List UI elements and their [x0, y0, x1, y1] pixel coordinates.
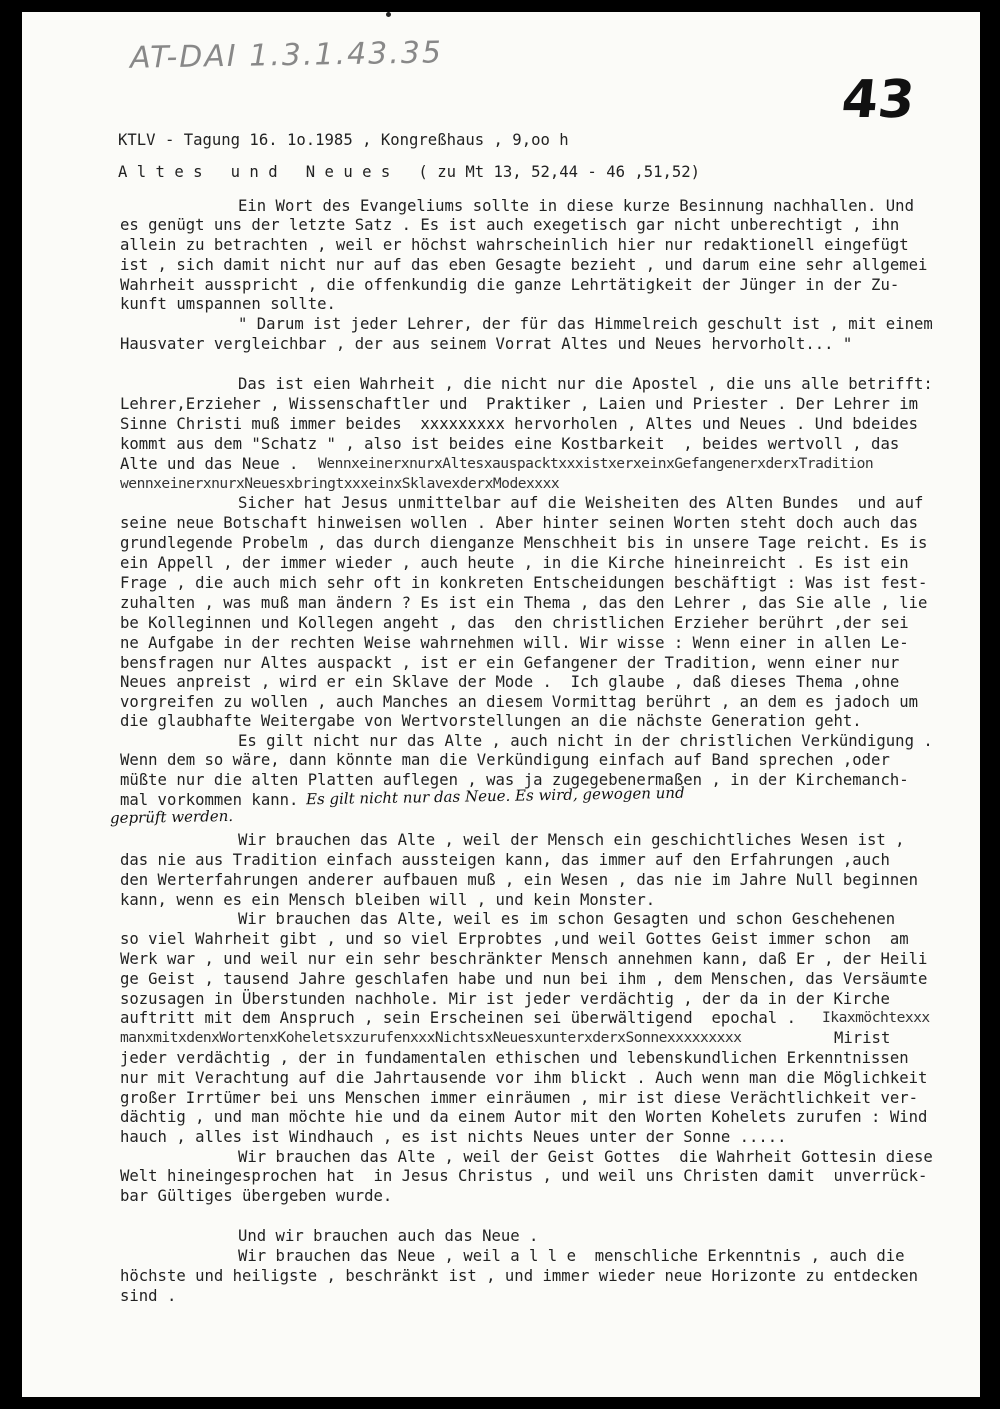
- text-line: hauch , alles ist Windhauch , es ist nichts Neues unter der Sonne .....: [120, 1128, 787, 1146]
- text-line: allein zu betrachten , weil er höchst wahrscheinlich hier nur redaktionell eingefügt: [120, 236, 909, 254]
- handwritten-note: geprüft werden.: [109, 806, 234, 828]
- text-line: kommt aus dem "Schatz " , also ist beides eine Kostbarkeit , beides wertvoll , das: [120, 435, 900, 453]
- text-line: Alte und das Neue .: [120, 455, 299, 473]
- text-line: Mirist: [834, 1029, 891, 1047]
- struck-text: manxmitxdenxWortenxKoheletsxzurufenxxxNichtsxNeuesxunterxderxSonnexxxxxxxxx: [120, 1029, 742, 1046]
- text-line: grundlegende Probelm , das durch dienganze Menschheit bis in unsere Tage reicht. Es is: [120, 534, 928, 552]
- text-line: den Werterfahrungen anderer aufbauen muß , ein Wesen , das nie im Jahre Null beginnen: [120, 871, 918, 889]
- text-line: vorgreifen zu wollen , auch Manches an diesem Vormittag berührt , an dem es jadoch um: [120, 693, 918, 711]
- text-line: zuhalten , was muß man ändern ? Es ist ein Thema , das den Lehrer , das Sie alle , lie: [120, 594, 928, 612]
- text-line: müßte nur die alten Platten auflegen , was ja zugegebenermaßen , in der Kirchemanch-: [120, 771, 909, 789]
- text-line: kunft umspannen sollte.: [120, 295, 336, 313]
- text-line: be Kolleginnen und Kollegen angeht , das den christlichen Erzieher berührt ,der sei: [120, 614, 909, 632]
- text-line: die glaubhafte Weitergabe von Wertvorstellungen an die nächste Generation geht.: [120, 712, 862, 730]
- text-line: Frage , die auch mich sehr oft in konkreten Entscheidungen beschäftigt : Was ist fest-: [120, 574, 928, 592]
- text-line: kann, wenn es ein Mensch bleiben will , und kein Monster.: [120, 891, 656, 909]
- text-line: sind .: [120, 1287, 177, 1305]
- text-line: Das ist eien Wahrheit , die nicht nur die Apostel , die uns alle betrifft:: [238, 375, 933, 393]
- text-line: sozusagen in Überstunden nachhole. Mir ist jeder verdächtig , der da in der Kirche: [120, 990, 890, 1008]
- text-line: Welt hineingesprochen hat in Jesus Christus , und weil uns Christen damit unverrück-: [120, 1167, 928, 1185]
- archive-stamp: AT-DAI 1.3.1.43.35: [129, 35, 444, 76]
- text-line: Lehrer,Erzieher , Wissenschaftler und Praktiker , Laien und Priester . Der Lehrer im: [120, 395, 918, 413]
- document-title: A l t e s u n d N e u e s ( zu Mt 13, 52,44 - 46 ,51,52): [118, 163, 701, 181]
- text-line: bensfragen nur Altes auspackt , ist er ein Gefangener der Tradition, wenn einer nur: [120, 654, 900, 672]
- text-line: auftritt mit dem Anspruch , sein Erscheinen sei überwältigend epochal .: [120, 1009, 796, 1027]
- document-header: KTLV - Tagung 16. 1o.1985 , Kongreßhaus , 9,oo h: [118, 131, 569, 149]
- quote-line: " Darum ist jeder Lehrer, der für das Himmelreich geschult ist , mit einem: [238, 315, 933, 333]
- text-line: höchste und heiligste , beschränkt ist , und immer wieder neue Horizonte zu entdecken: [120, 1267, 918, 1285]
- text-line: Wenn dem so wäre, dann könnte man die Verkündigung einfach auf Band sprechen ,oder: [120, 751, 890, 769]
- text-line: Neues anpreist , wird er ein Sklave der Mode . Ich glaube , daß dieses Thema ,ohne: [120, 673, 900, 691]
- text-line: das nie aus Tradition einfach aussteigen kann, das immer auf den Erfahrungen ,auch: [120, 851, 890, 869]
- text-line: so viel Wahrheit gibt , und so viel Erprobtes ,und weil Gottes Geist immer schon am: [120, 930, 909, 948]
- text-line: Wir brauchen das Alte, weil es im schon Gesagten und schon Geschehenen: [238, 910, 896, 928]
- text-line: jeder verdächtig , der in fundamentalen ethischen und lebenskundlichen Erkenntnissen: [120, 1049, 909, 1067]
- struck-text: Ikaxmöchtexxx: [822, 1009, 930, 1026]
- text-line: Wahrheit ausspricht , die offenkundig die ganze Lehrtätigkeit der Jünger in der Zu-: [120, 276, 900, 294]
- handwritten-note: Es gilt nicht nur das Neue. Es wird, gewogen und: [305, 783, 685, 809]
- text-line: Wir brauchen das Alte , weil der Geist Gottes die Wahrheit Gottesin diese: [238, 1148, 933, 1166]
- text-line: ist , sich damit nicht nur auf das eben Gesagte bezieht , und darum eine sehr allgemei: [120, 256, 928, 274]
- struck-text: WennxeinerxnurxAltesxauspacktxxxistxerxeinxGefangenerxderxTradition: [318, 455, 874, 472]
- text-line: bar Gültiges übergeben wurde.: [120, 1187, 393, 1205]
- text-line: Werk war , und weil nur ein sehr beschränkter Mensch annehmen kann, daß Er , der Heili: [120, 950, 928, 968]
- text-line: Wir brauchen das Alte , weil der Mensch ein geschichtliches Wesen ist ,: [238, 831, 905, 849]
- punch-dot: [386, 12, 391, 17]
- text-line: dächtig , und man möchte hie und da einem Autor mit den Worten Kohelets zurufen : Wind: [120, 1108, 928, 1126]
- text-line: es genügt uns der letzte Satz . Es ist auch exegetisch gar nicht unberechtigt , ihn: [120, 216, 900, 234]
- text-line: seine neue Botschaft hinweisen wollen . Aber hinter seinen Worten steht doch auch das: [120, 514, 918, 532]
- text-line: ge Geist , tausend Jahre geschlafen habe und nun bei ihm , dem Menschen, das Versäumte: [120, 970, 928, 988]
- text-line: Sinne Christi muß immer beides xxxxxxxxx hervorholen , Altes und Neues . Und bdeides: [120, 415, 918, 433]
- text-line: großer Irrtümer bei uns Menschen immer einräumen , mir ist diese Verächtlichkeit ver-: [120, 1089, 918, 1107]
- text-line: nur mit Verachtung auf die Jahrtausende vor ihm blickt . Auch wenn man die Möglichkeit: [120, 1069, 928, 1087]
- page-number: 43: [838, 70, 918, 130]
- text-line: Und wir brauchen auch das Neue .: [238, 1227, 539, 1245]
- document-page: [22, 12, 980, 1397]
- text-line: ein Appell , der immer wieder , auch heute , in die Kirche hineinreicht . Es ist ein: [120, 554, 909, 572]
- text-line: ne Aufgabe in der rechten Weise wahrnehmen will. Wir wisse : Wenn einer in allen Le-: [120, 634, 909, 652]
- text-line: Ein Wort des Evangeliums sollte in diese kurze Besinnung nachhallen. Und: [238, 197, 914, 215]
- text-line: Wir brauchen das Neue , weil a l l e menschliche Erkenntnis , auch die: [238, 1247, 905, 1265]
- text-line: Es gilt nicht nur das Alte , auch nicht in der christlichen Verkündigung .: [238, 732, 933, 750]
- quote-line: Hausvater vergleichbar , der aus seinem Vorrat Altes und Neues hervorholt... ": [120, 335, 853, 353]
- text-line: mal vorkommen kann.: [120, 791, 299, 809]
- struck-text: wennxeinerxnurxNeuesxbringtxxxeinxSklavexderxModexxxx: [120, 475, 560, 492]
- text-line: Sicher hat Jesus unmittelbar auf die Weisheiten des Alten Bundes und auf: [238, 494, 924, 512]
